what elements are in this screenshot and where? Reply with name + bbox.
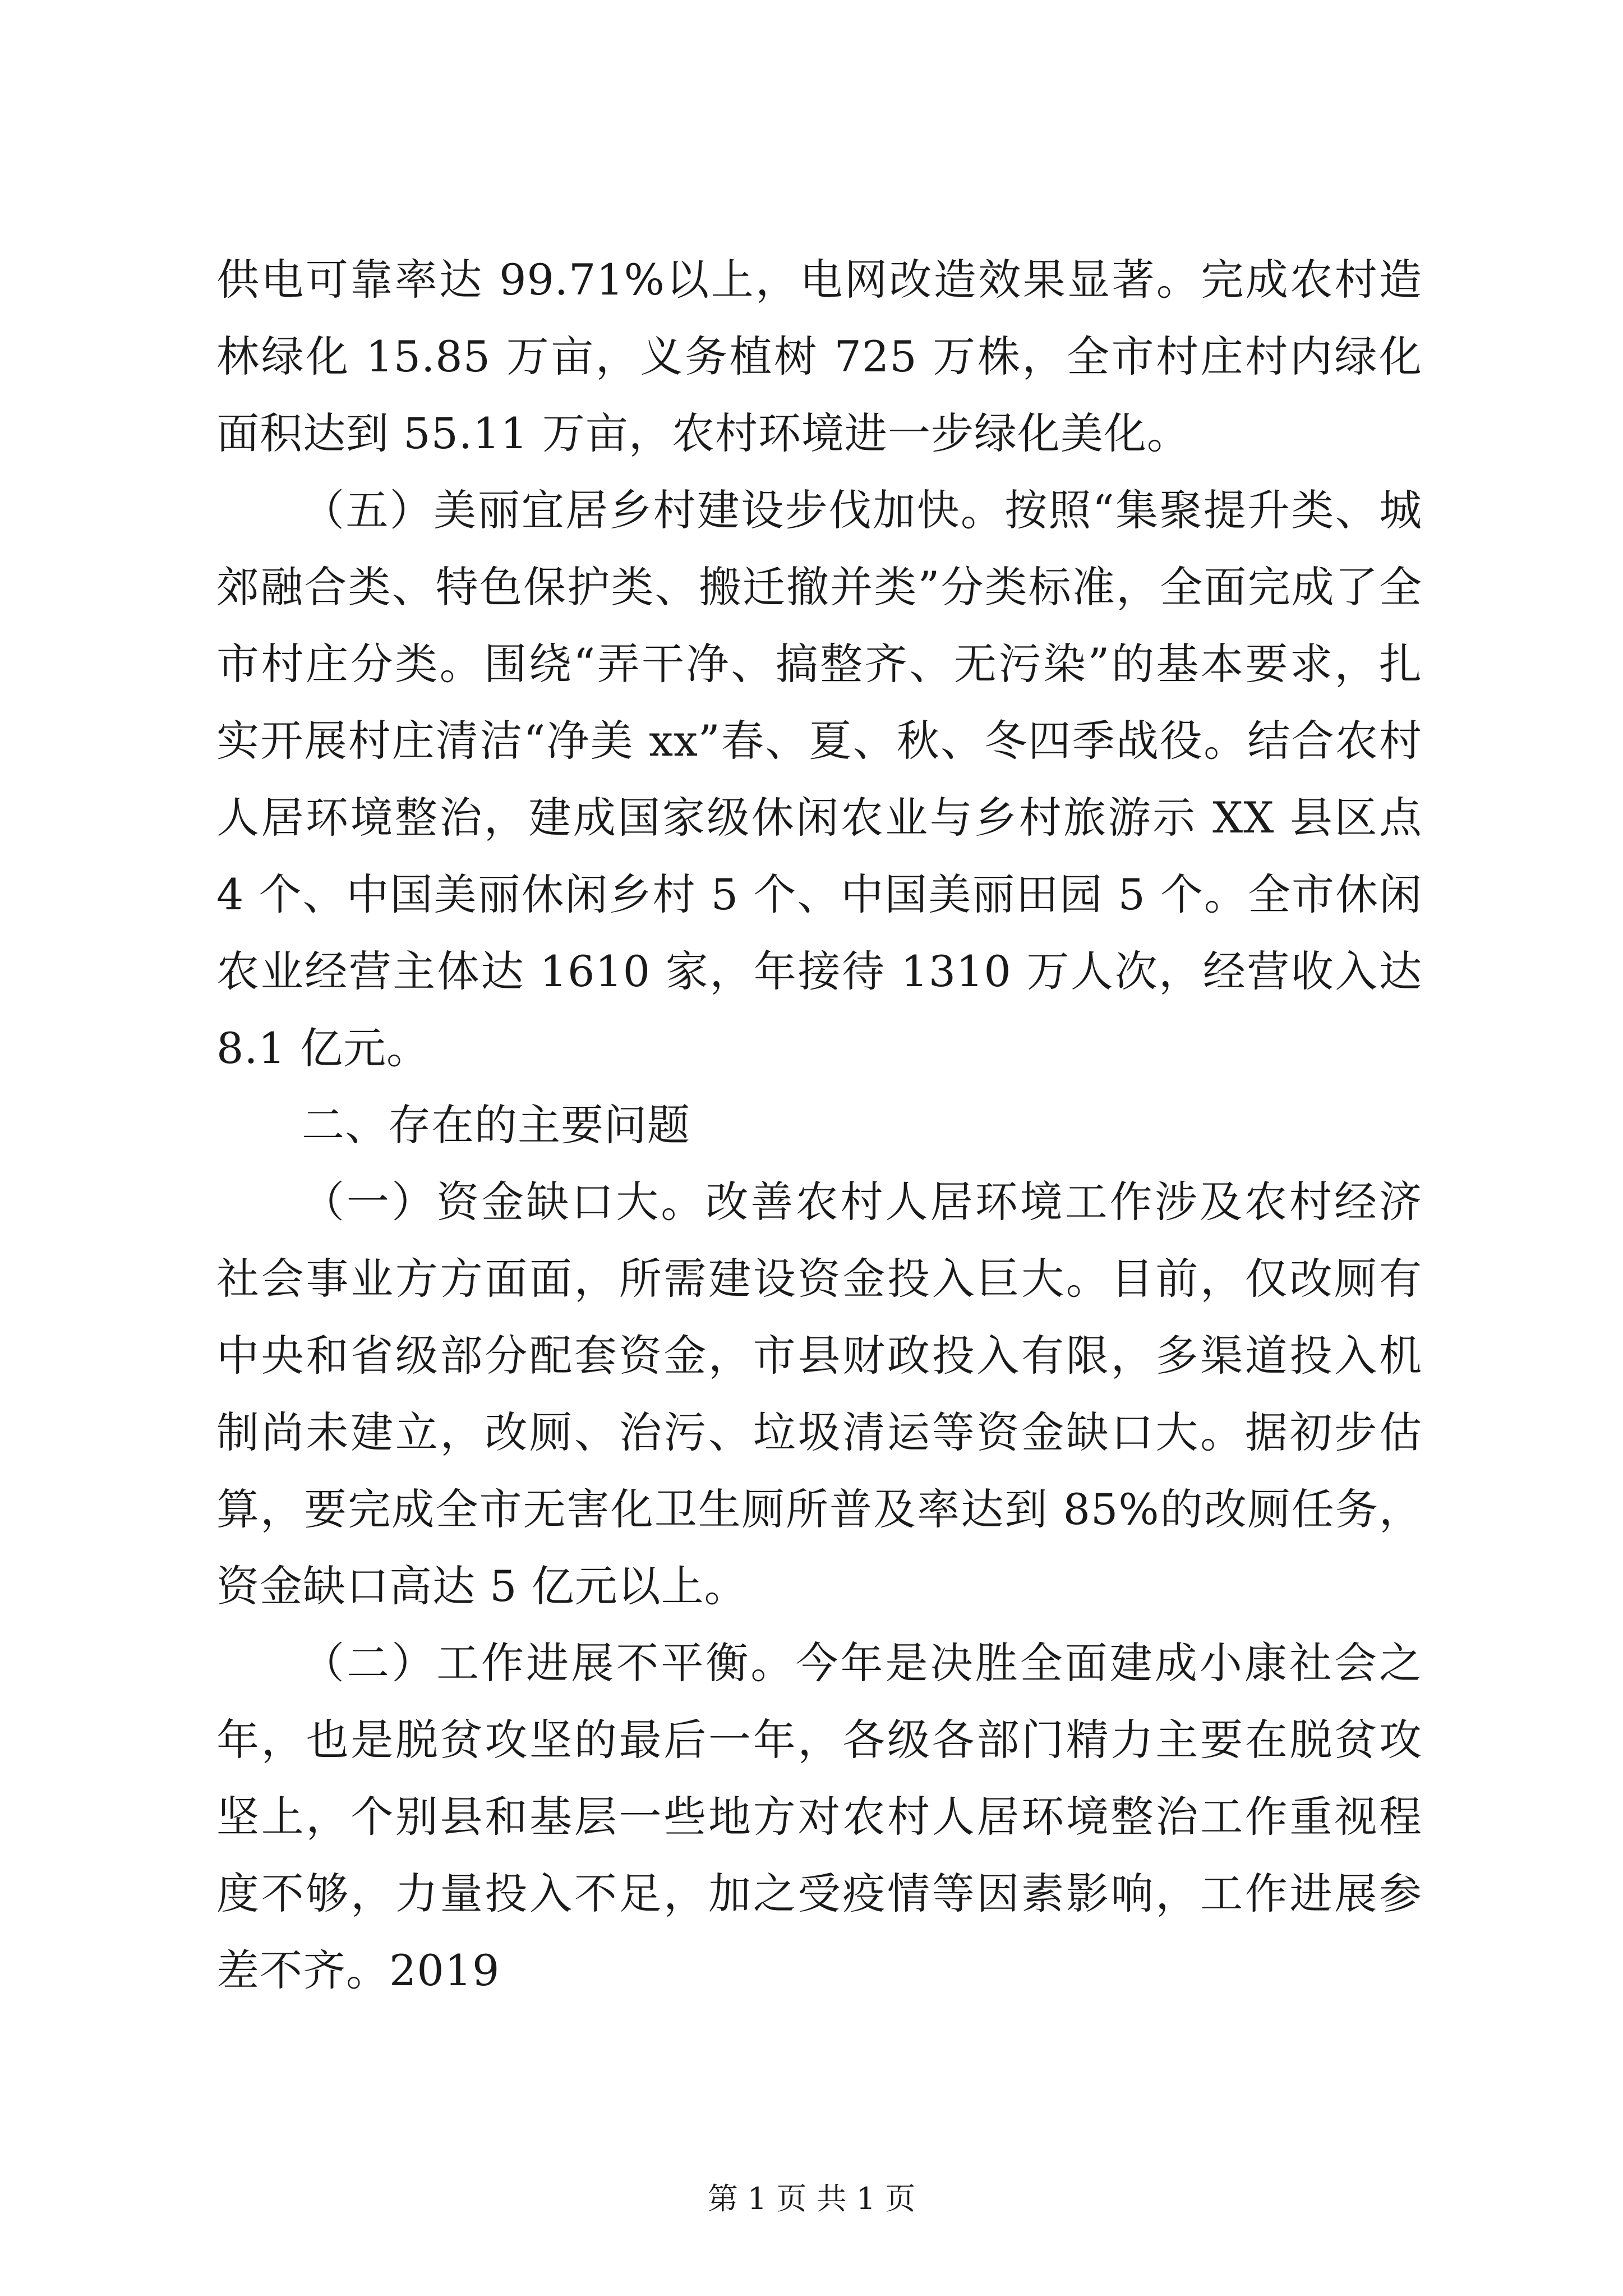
paragraph-uneven-progress: （二）工作进展不平衡。今年是决胜全面建成小康社会之年，也是脱贫攻坚的最后一年，各级各部门精力主要在脱贫攻坚上，个别县和基层一些地方对农村人居环境整治工作重视程度不够，力量投入不足，加之受疫情等因素影响，工作进展参差不齐。2019	[216, 1638, 1422, 1995]
paragraph-rural-construction: （五）美丽宜居乡村建设步伐加快。按照“集聚提升类、城郊融合类、特色保护类、搬迁撤并类”分类标准，全面完成了全市村庄分类。围绕“弄干净、搞整齐、无污染”的基本要求，扎实开展村庄清洁“净美 xx”春、夏、秋、冬四季战役。结合农村人居环境整治，建成国家级休闲农业与乡村旅游示 XX 县区点 4 个、中国美丽休闲乡村 5 个、中国美丽田园 5 个。全市休闲农业经营主体达 1610 家，年接待 1310 万人次，经营收入达 8.1 亿元。	[216, 485, 1422, 1073]
paragraph-continuation: 供电可靠率达 99.71%以上，电网改造效果显著。完成农村造林绿化 15.85 万亩，义务植树 725 万株，全市村庄村内绿化面积达到 55.11 万亩，农村环境进一步绿化美化。	[216, 255, 1422, 458]
section-heading-problems: 二、存在的主要问题	[302, 1100, 690, 1150]
document-body	[216, 241, 1422, 2009]
page-footer: 第 1 页 共 1 页	[707, 2181, 916, 2216]
paragraph-funding-gap: （一）资金缺口大。改善农村人居环境工作涉及农村经济社会事业方方面面，所需建设资金投入巨大。目前，仅改厕有中央和省级部分配套资金，市县财政投入有限，多渠道投入机制尚未建立，改厕、治污、垃圾清运等资金缺口大。据初步估算，要完成全市无害化卫生厕所普及率达到 85%的改厕任务，资金缺口高达 5 亿元以上。	[216, 1177, 1422, 1611]
